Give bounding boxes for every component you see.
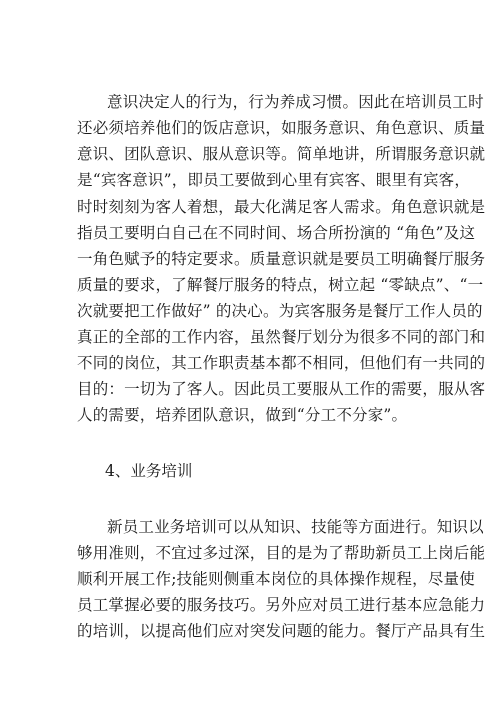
paragraph2-line-1: 新员工业务培训可以从知识、技能等方面进行。知识以 — [107, 518, 484, 536]
paragraph1-line-8: 质量的要求，了解餐厅服务的特点，树立起 “零缺点”、“一 — [77, 276, 484, 294]
paragraph1-line-13: 人的需要，培养团队意识，做到“分工不分家”。 — [77, 406, 408, 424]
paragraph1-line-11: 不同的岗位，其工作职责基本都不相同，但他们有一共同的 — [77, 354, 486, 372]
paragraph1-line-4: 是“宾客意识”，即员工要做到心里有宾客、眼里有宾客， — [77, 171, 471, 189]
paragraph1-line-6: 指员工要明白自己在不同时间、场合所扮演的 “角色”及这 — [77, 224, 476, 242]
paragraph1-line-1: 意识决定人的行为，行为养成习惯。因此在培训员工时 — [107, 93, 484, 111]
paragraph2-line-3: 顺利开展工作;技能则侧重本岗位的具体操作规程，尽量使 — [77, 570, 475, 588]
paragraph1-line-2: 还必须培养他们的饭店意识，如服务意识、角色意识、质量 — [77, 119, 486, 137]
paragraph1-line-5: 时时刻刻为客人着想，最大化满足客人需求。角色意识就是 — [77, 198, 486, 216]
paragraph2-line-2: 够用准则，不宜过多过深，目的是为了帮助新员工上岗后能 — [77, 544, 486, 562]
paragraph1-line-7: 一角色赋予的特定要求。质量意识就是要员工明确餐厅服务 — [77, 250, 486, 268]
paragraph2-line-4: 员工掌握必要的服务技巧。另外应对员工进行基本应急能力 — [77, 596, 486, 614]
paragraph1-line-12: 目的：一切为了客人。因此员工要服从工作的需要，服从客 — [77, 380, 486, 398]
paragraph1-line-3: 意识、团队意识、服从意识等。简单地讲，所谓服务意识就 — [77, 145, 486, 163]
paragraph2-line-5: 的培训，以提高他们应对突发问题的能力。餐厅产品具有生 — [77, 622, 486, 640]
paragraph1-line-10: 真正的全部的工作内容，虽然餐厅划分为很多不同的部门和 — [77, 328, 486, 346]
paragraph1-line-9: 次就要把工作做好” 的决心。为宾客服务是餐厅工作人员的 — [77, 302, 483, 320]
section-heading: 4、业务培训 — [105, 462, 193, 480]
